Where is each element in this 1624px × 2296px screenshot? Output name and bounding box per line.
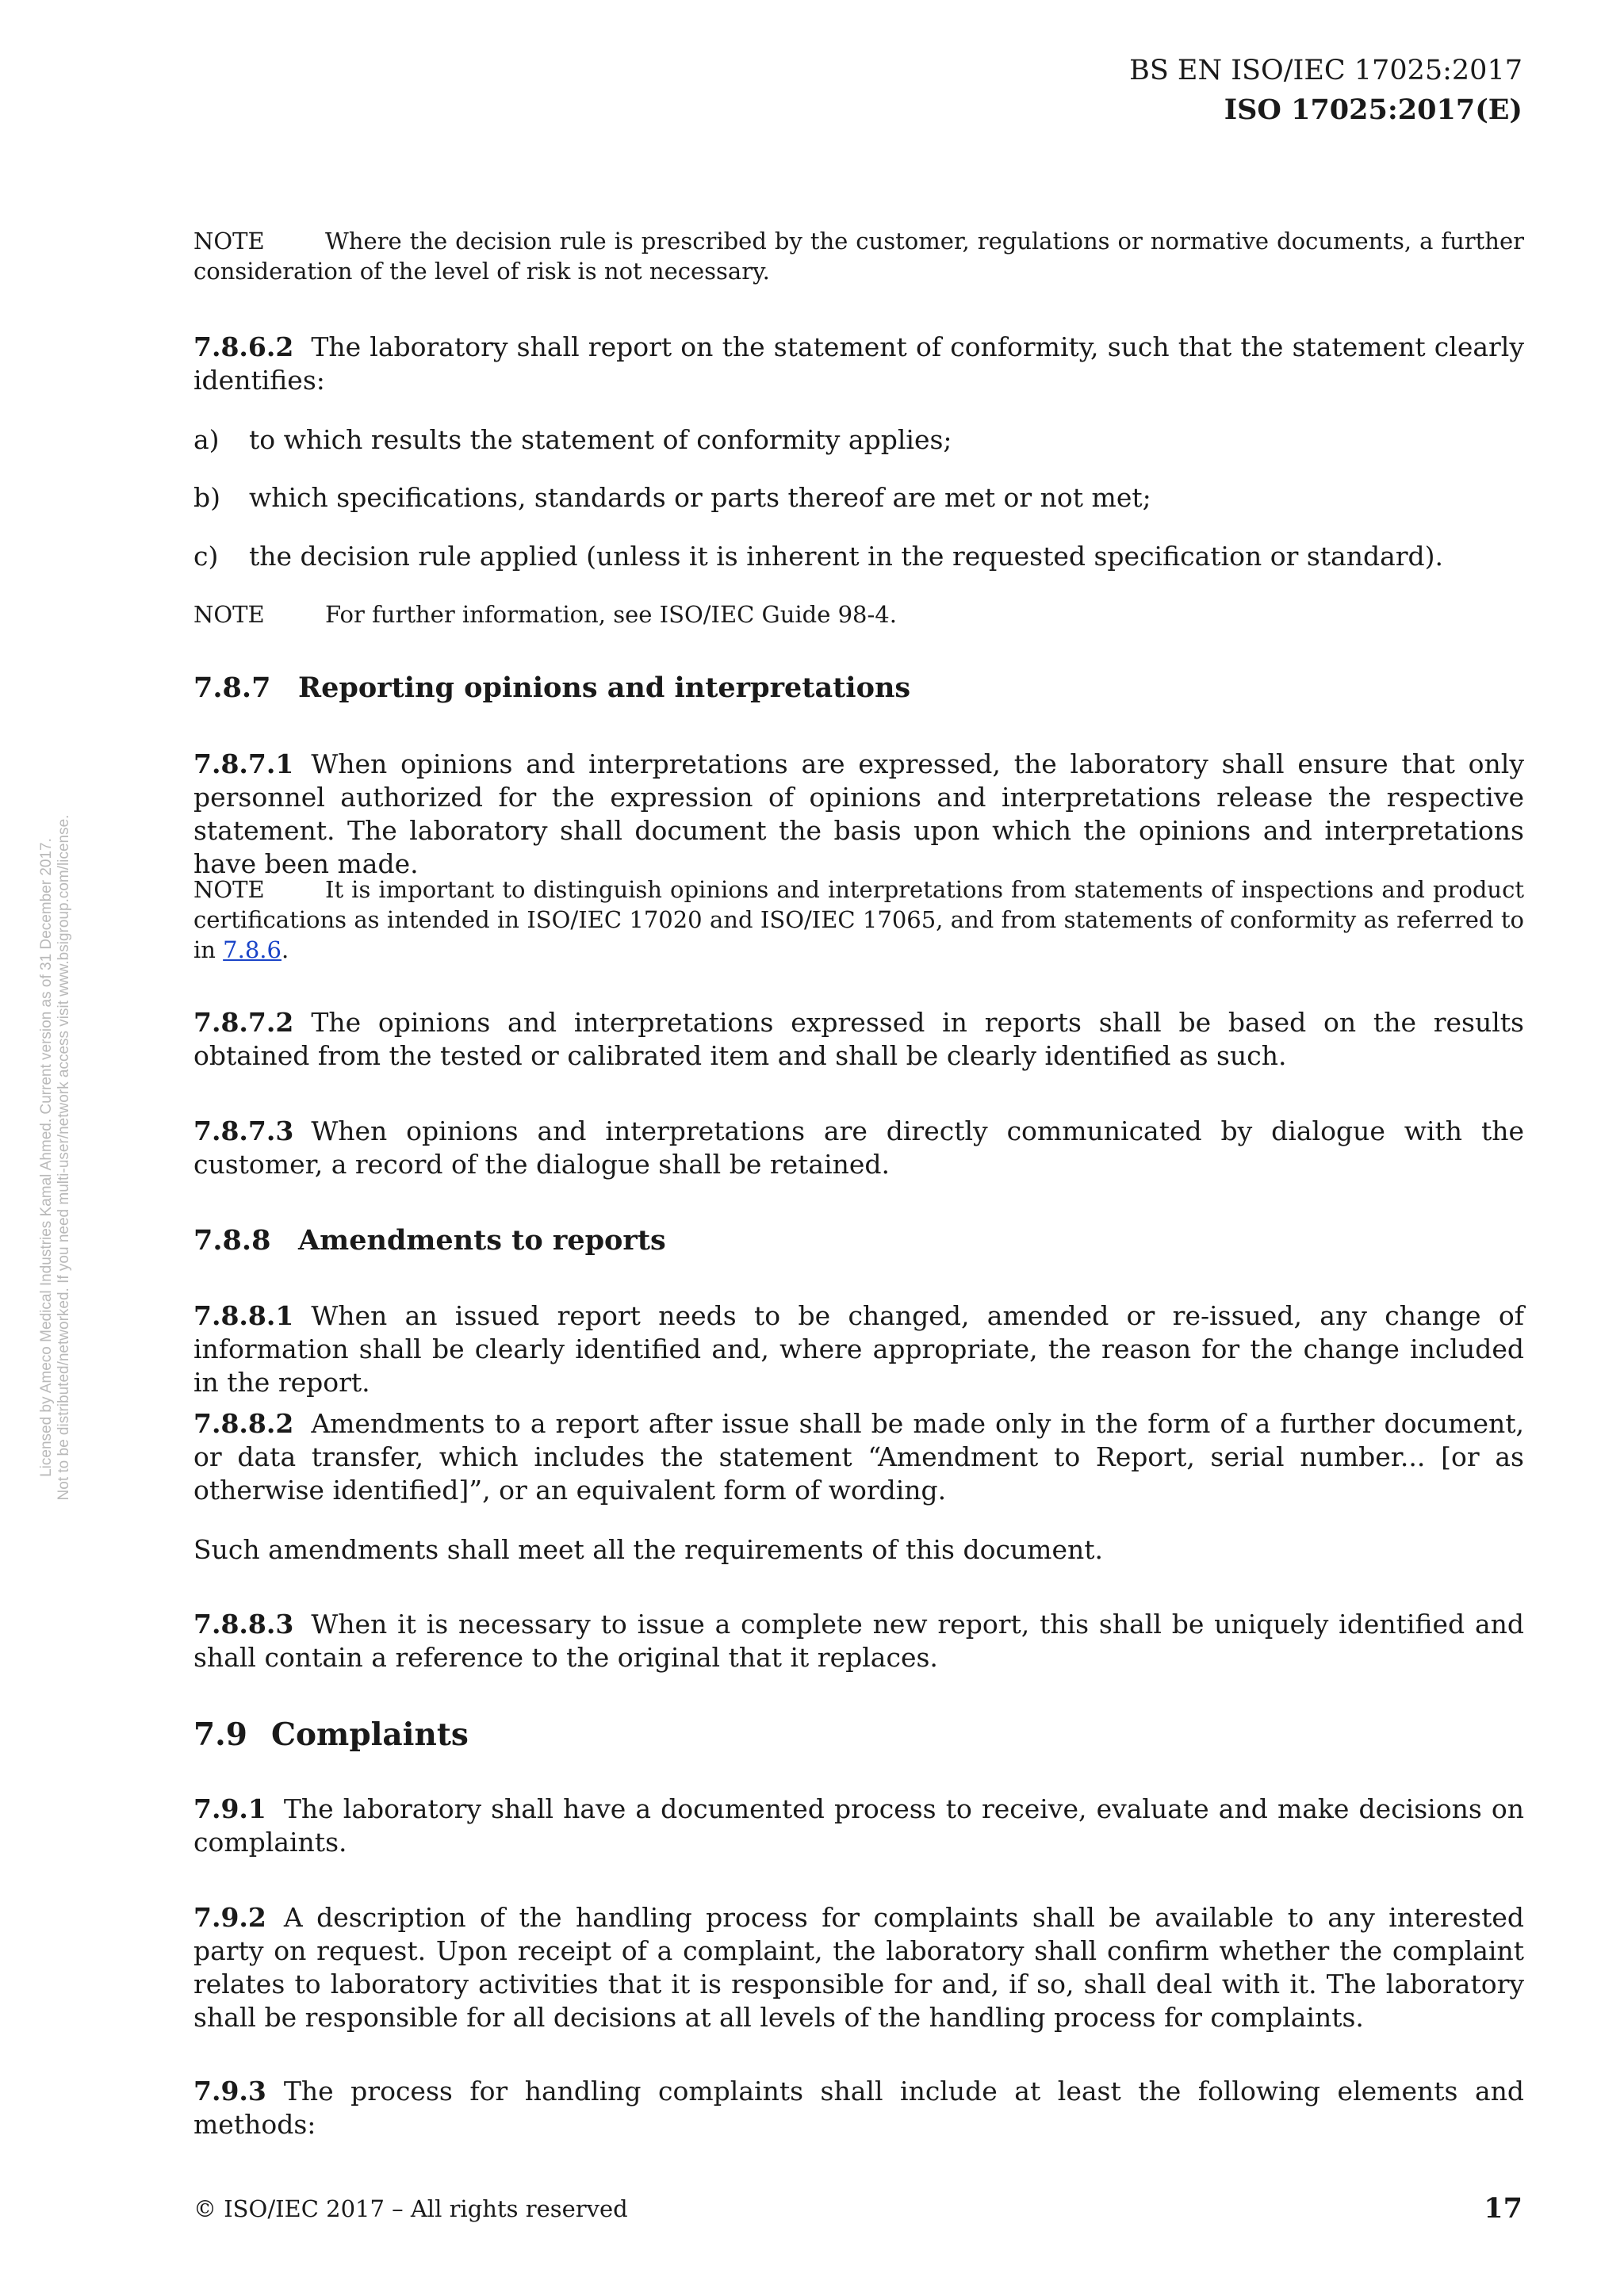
clause-text: The process for handling complaints shall include at least the following elements and methods: — [193, 2076, 1524, 2140]
clause-7-9-1 — [193, 1793, 1524, 1859]
note-tag: NOTE — [193, 228, 265, 254]
section-heading-7-8-7 — [193, 671, 1524, 706]
note-text: Where the decision rule is prescribed by the customer, regulations or normative documents, a further consideration of the level of risk is not necessary. — [193, 228, 1524, 285]
clause-number: 7.8.7.2 — [193, 1007, 294, 1038]
license-watermark — [38, 721, 73, 1594]
heading-title: Reporting opinions and interpretations — [298, 672, 911, 704]
clause-number: 7.8.8.2 — [193, 1408, 294, 1439]
header-iso-number: ISO 17025:2017(E) — [1224, 94, 1522, 126]
note-text: For further information, see ISO/IEC Guide 98-4. — [325, 601, 897, 628]
clause-7-8-8-2 — [193, 1407, 1524, 1507]
watermark-line-2: Not to be distributed/networked. If you need multi-user/network access visit www.bsigroup.com/license. — [56, 814, 72, 1501]
paragraph-amendments-requirements — [193, 1533, 1524, 1567]
clause-7-8-7-2 — [193, 1006, 1524, 1073]
list-item — [193, 540, 1524, 573]
clause-7-8-7-1 — [193, 748, 1524, 881]
clause-number: 7.8.7.1 — [193, 748, 294, 779]
clause-number: 7.9.2 — [193, 1902, 266, 1933]
clause-text: The opinions and interpretations expressed in reports shall be based on the results obtained from the tested or calibrated item and shall be clearly identified as such. — [193, 1007, 1524, 1071]
note-decision-rule — [193, 226, 1524, 286]
clause-text: When opinions and interpretations are expressed, the laboratory shall ensure that only personnel authorized for the expression of opinions and interpretations release the respective statement. The laboratory shall document the basis upon which the opinions and interpretations have been made. — [193, 748, 1524, 879]
clause-number: 7.8.7.3 — [193, 1115, 294, 1146]
clause-7-8-6-2 — [193, 331, 1524, 397]
list-text: which specifications, standards or parts thereof are met or not met; — [249, 482, 1151, 513]
clause-text: The laboratory shall report on the statement of conformity, such that the statement clearly identifies: — [193, 331, 1524, 396]
note-end: . — [281, 936, 289, 963]
list-item — [193, 481, 1524, 515]
heading-number: 7.8.8 — [193, 1224, 271, 1257]
list-text: the decision rule applied (unless it is inherent in the requested specification or standard). — [249, 541, 1444, 572]
clause-7-9-3 — [193, 2075, 1524, 2141]
clause-text: When it is necessary to issue a complete new report, this shall be uniquely identified and shall contain a reference to the original that it replaces. — [193, 1609, 1524, 1673]
clause-number: 7.8.8.3 — [193, 1609, 294, 1640]
note-tag: NOTE — [193, 876, 265, 903]
list-label: c) — [193, 541, 219, 572]
section-heading-7-9 — [193, 1716, 1524, 1754]
clause-7-9-2 — [193, 1901, 1524, 2034]
header-standard-number: BS EN ISO/IEC 17025:2017 — [1129, 55, 1522, 86]
clause-number: 7.8.8.1 — [193, 1300, 294, 1331]
heading-title: Complaints — [271, 1716, 469, 1753]
watermark-line-1: Licensed by Ameco Medical Industries Kamal Ahmed. Current version as of 31 December 2017. — [38, 838, 55, 1477]
heading-number: 7.8.7 — [193, 672, 271, 704]
clause-7-8-7-3 — [193, 1115, 1524, 1181]
note-further-information — [193, 599, 1524, 629]
clause-text: When opinions and interpretations are directly communicated by dialogue with the customer, a record of the dialogue shall be retained. — [193, 1115, 1524, 1180]
list-label: b) — [193, 482, 220, 513]
clause-7-8-8-1 — [193, 1299, 1524, 1399]
paragraph-text: Such amendments shall meet all the requirements of this document. — [193, 1534, 1104, 1565]
list-label: a) — [193, 424, 220, 455]
clause-text: When an issued report needs to be changed, amended or re-issued, any change of information shall be clearly identified and, where appropriate, the reason for the change included in the report. — [193, 1300, 1524, 1398]
clause-number: 7.8.6.2 — [193, 331, 294, 362]
clause-number: 7.9.3 — [193, 2076, 266, 2107]
note-text: It is important to distinguish opinions and interpretations from statements of inspections and product certifications as intended in ISO/IEC 17020 and ISO/IEC 17065, and from statements of conformity as referred to in — [193, 876, 1524, 963]
footer-copyright: © ISO/IEC 2017 – All rights reserved — [193, 2195, 628, 2222]
heading-number: 7.9 — [193, 1716, 247, 1753]
note-tag: NOTE — [193, 601, 265, 628]
list-item — [193, 423, 1524, 457]
clause-7-8-8-3 — [193, 1608, 1524, 1674]
section-heading-7-8-8 — [193, 1223, 1524, 1258]
clause-text: The laboratory shall have a documented process to receive, evaluate and make decisions on complaints. — [193, 1793, 1524, 1858]
list-text: to which results the statement of conformity applies; — [249, 424, 952, 455]
clause-number: 7.9.1 — [193, 1793, 266, 1824]
heading-title: Amendments to reports — [298, 1224, 666, 1257]
clause-text: Amendments to a report after issue shall be made only in the form of a further document, or data transfer, which includes the statement “Amendment to Report, serial number... [or as otherwise identified]”, or an equivalent form of wording. — [193, 1408, 1524, 1506]
note-opinions — [193, 874, 1524, 965]
clause-link-7-8-6[interactable]: 7.8.6 — [223, 936, 282, 963]
clause-text: A description of the handling process for complaints shall be available to any interested party on request. Upon receipt of a complaint, the laboratory shall confirm whether the complaint relates to laboratory activities that it is responsible for and, if so, shall deal with it. The laboratory shall be responsible for all decisions at all levels of the handling process for complaints. — [193, 1902, 1524, 2033]
page-number: 17 — [1484, 2192, 1522, 2225]
